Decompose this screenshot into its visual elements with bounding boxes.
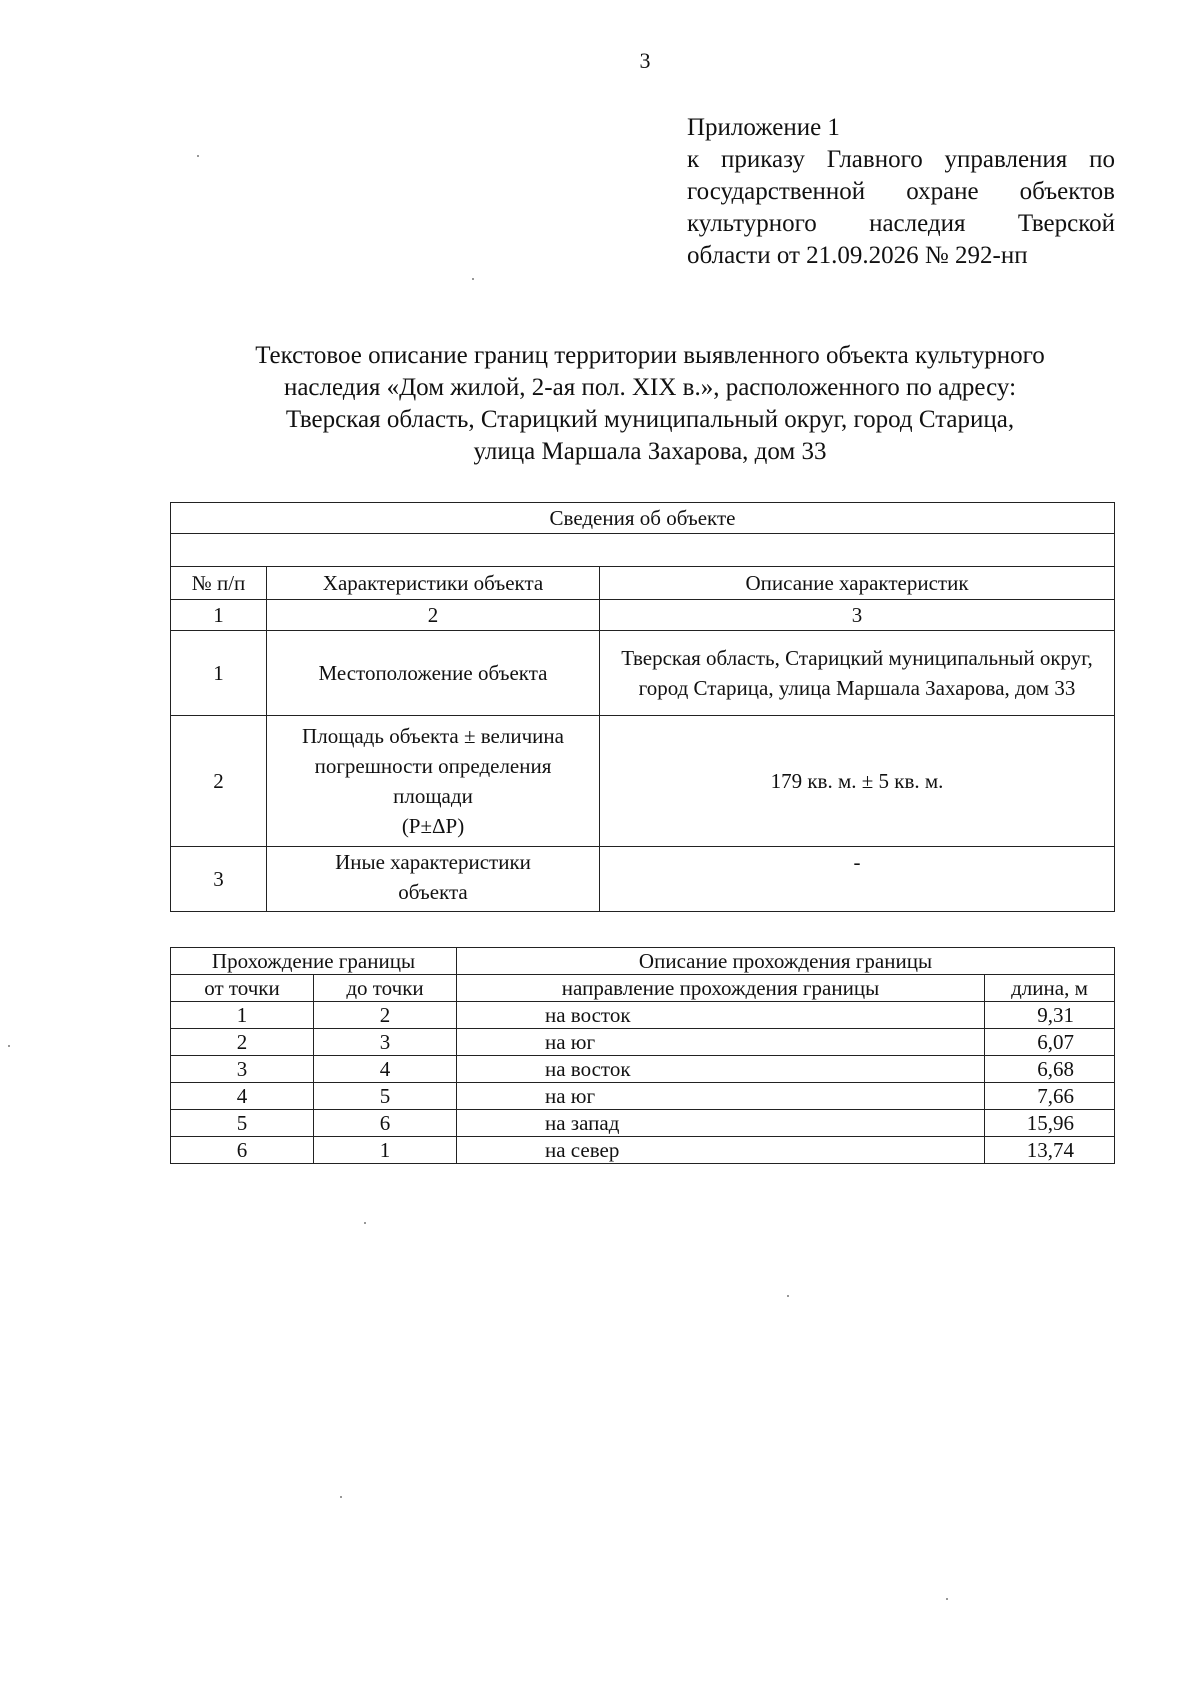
column-header-characteristic: Характеристики объекта: [267, 567, 600, 600]
title-line-1: Текстовое описание границ территории выявленного объекта культурного: [255, 342, 1045, 369]
info-table-spacer: [171, 534, 1115, 567]
length: 9,31: [985, 1002, 1115, 1029]
direction: на запад: [457, 1110, 985, 1137]
page-number: 3: [639, 48, 651, 73]
length: 6,07: [985, 1029, 1115, 1056]
direction: на восток: [457, 1056, 985, 1083]
to-point: 2: [314, 1002, 457, 1029]
boundary-table: [170, 947, 1115, 1164]
row-number: 2: [171, 716, 267, 847]
scan-speck: [472, 278, 474, 280]
length: 15,96: [985, 1110, 1115, 1137]
row-characteristic: [267, 847, 600, 912]
to-point: 6: [314, 1110, 457, 1137]
column-header-to-point: до точки: [314, 975, 457, 1002]
row-description: -: [600, 847, 1115, 912]
boundary-group-header-right: Описание прохождения границы: [457, 948, 1115, 975]
to-point: 3: [314, 1029, 457, 1056]
column-number-3: 3: [600, 600, 1115, 631]
title-line-4: улица Маршала Захарова, дом 33: [473, 438, 827, 465]
scan-speck: [787, 1295, 789, 1297]
direction: на восток: [457, 1002, 985, 1029]
scan-speck: [364, 1222, 366, 1224]
info-table-header: Сведения об объекте: [171, 503, 1115, 534]
from-point: 5: [171, 1110, 314, 1137]
object-info-table: [170, 502, 1115, 912]
length: 13,74: [985, 1137, 1115, 1164]
scan-speck: [340, 1496, 342, 1498]
row-description: 179 кв. м. ± 5 кв. м.: [600, 716, 1115, 847]
column-header-number: № п/п: [171, 567, 267, 600]
to-point: 4: [314, 1056, 457, 1083]
scan-speck: [197, 155, 199, 157]
table-row: [171, 1137, 1115, 1164]
direction: на юг: [457, 1083, 985, 1110]
from-point: 4: [171, 1083, 314, 1110]
table-row: [171, 847, 1115, 912]
boundary-group-header-left: Прохождение границы: [171, 948, 457, 975]
row-description: Тверская область, Старицкий муниципальный округ, город Старица, улица Маршала Захарова, дом 33: [600, 631, 1115, 716]
characteristic-line: (Р±ΔР): [401, 814, 465, 838]
column-header-from-point: от точки: [171, 975, 314, 1002]
from-point: 3: [171, 1056, 314, 1083]
scan-speck: [8, 1045, 10, 1047]
characteristic-line: Площадь объекта ± величина: [302, 724, 564, 748]
direction: на юг: [457, 1029, 985, 1056]
column-number-2: 2: [267, 600, 600, 631]
row-characteristic: Местоположение объекта: [267, 631, 600, 716]
table-row: [171, 1002, 1115, 1029]
row-number: 1: [171, 631, 267, 716]
column-header-direction: направление прохождения границы: [457, 975, 985, 1002]
document-title: [150, 340, 1150, 468]
table-row: [171, 1056, 1115, 1083]
appendix-line-3: государственной охране объектов: [687, 178, 1115, 205]
table-row: [171, 1110, 1115, 1137]
from-point: 1: [171, 1002, 314, 1029]
appendix-line-5: области от 21.09.2026 № 292-нп: [687, 242, 1028, 269]
appendix-line-1: Приложение 1: [687, 114, 840, 141]
to-point: 5: [314, 1083, 457, 1110]
appendix-line-2: к приказу Главного управления по: [687, 146, 1115, 173]
column-number-1: 1: [171, 600, 267, 631]
table-row: [171, 716, 1115, 847]
title-line-2: наследия «Дом жилой, 2-ая пол. XIX в.», расположенного по адресу:: [283, 374, 1017, 401]
title-line-3: Тверская область, Старицкий муниципальный округ, город Старица,: [285, 406, 1015, 433]
scan-speck: [946, 1598, 948, 1600]
table-row: [171, 631, 1115, 716]
table-row: [171, 1083, 1115, 1110]
appendix-block: [687, 112, 1115, 272]
to-point: 1: [314, 1137, 457, 1164]
row-number: 3: [171, 847, 267, 912]
column-header-description: Описание характеристик: [600, 567, 1115, 600]
length: 7,66: [985, 1083, 1115, 1110]
from-point: 6: [171, 1137, 314, 1164]
characteristic-line: площади: [393, 784, 473, 808]
table-row: [171, 1029, 1115, 1056]
characteristic-line: объекта: [398, 880, 468, 904]
characteristic-line: погрешности определения: [314, 754, 552, 778]
from-point: 2: [171, 1029, 314, 1056]
column-header-length: длина, м: [985, 975, 1115, 1002]
length: 6,68: [985, 1056, 1115, 1083]
direction: на север: [457, 1137, 985, 1164]
appendix-line-4: культурного наследия Тверской: [687, 210, 1115, 237]
characteristic-line: Иные характеристики: [335, 850, 531, 874]
row-characteristic: [267, 716, 600, 847]
